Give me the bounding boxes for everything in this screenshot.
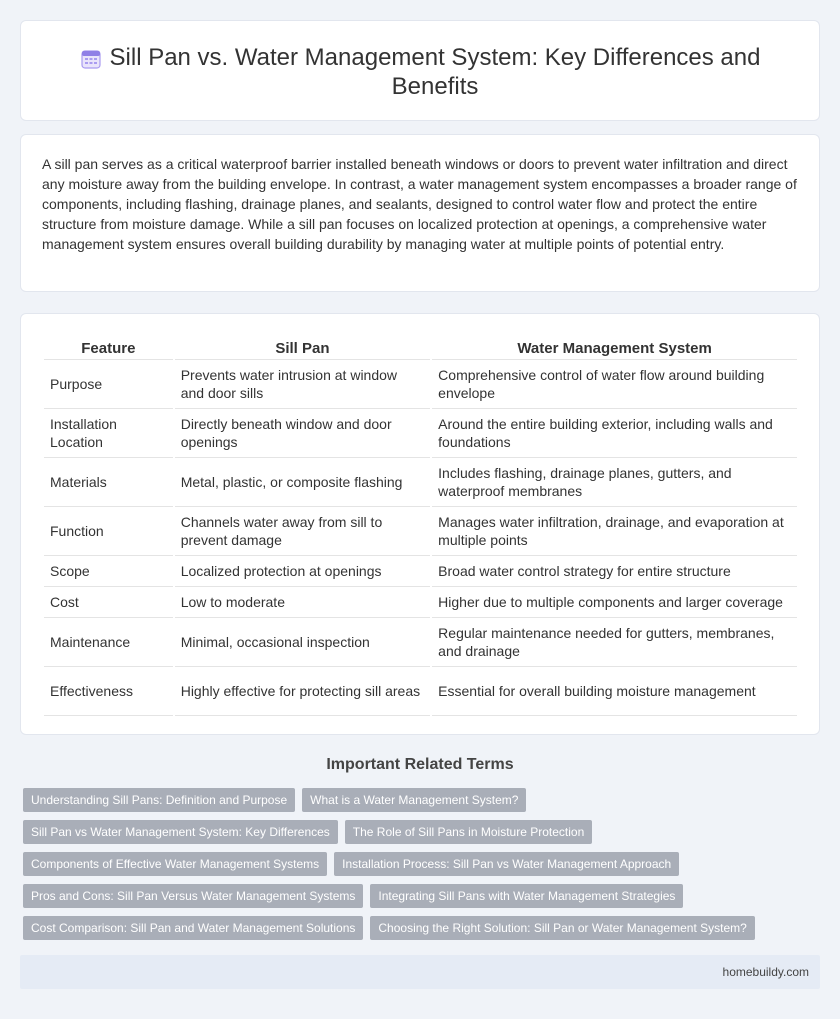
related-term-link[interactable]: Sill Pan vs Water Management System: Key Differences [23,820,338,844]
related-term-link[interactable]: Pros and Cons: Sill Pan Versus Water Management Systems [23,884,363,908]
table-cell: Materials [44,458,173,507]
intro-paragraph: A sill pan serves as a critical waterproof barrier installed beneath windows or doors to prevent water infiltration and direct any moisture away from the building envelope. In contrast, a water management system encompasses a broader range of components, including flashing, drainage planes, and sealants, designed to control water flow and protect the entire structure from moisture damage. While a sill pan focuses on localized protection at openings, a comprehensive water management system ensures overall building durability by managing water at multiple points of potential entry. [42,156,797,252]
table-cell: Regular maintenance needed for gutters, membranes, and drainage [432,618,797,667]
table-cell: Metal, plastic, or composite flashing [175,458,430,507]
table-cell: Higher due to multiple components and larger coverage [432,587,797,618]
footer-site-link[interactable]: homebuildy.com [722,965,809,979]
related-term-link[interactable]: Cost Comparison: Sill Pan and Water Management Solutions [23,916,363,940]
page-title: Sill Pan vs. Water Management System: Key Differences and Benefits [109,44,761,100]
table-row [44,360,797,409]
header-card [20,20,820,121]
column-header: Feature [44,334,173,360]
table-cell: Function [44,507,173,556]
table-cell: Purpose [44,360,173,409]
intro-card [20,134,820,292]
related-term-link[interactable]: Choosing the Right Solution: Sill Pan or Water Management System? [370,916,754,940]
table-cell: Directly beneath window and door openings [175,409,430,458]
related-term-link[interactable]: Installation Process: Sill Pan vs Water Management Approach [334,852,679,876]
table-cell: Installation Location [44,409,173,458]
table-cell: Maintenance [44,618,173,667]
table-row [44,556,797,587]
table-header-row [44,334,797,360]
related-term-link[interactable]: Integrating Sill Pans with Water Management Strategies [370,884,683,908]
related-term-link[interactable]: What is a Water Management System? [302,788,526,812]
table-row [44,409,797,458]
table-cell: Localized protection at openings [175,556,430,587]
footer [20,955,820,989]
table-cell: Cost [44,587,173,618]
related-term-link[interactable]: The Role of Sill Pans in Moisture Protection [345,820,592,844]
related-term-link[interactable]: Components of Effective Water Management Systems [23,852,327,876]
comparison-card [20,313,820,735]
related-term-link[interactable]: Understanding Sill Pans: Definition and Purpose [23,788,295,812]
table-row [44,507,797,556]
table-cell: Around the entire building exterior, including walls and foundations [432,409,797,458]
table-cell: Prevents water intrusion at window and door sills [175,360,430,409]
comparison-table [42,334,799,716]
table-cell: Comprehensive control of water flow around building envelope [432,360,797,409]
table-cell: Includes flashing, drainage planes, gutters, and waterproof membranes [432,458,797,507]
table-cell: Broad water control strategy for entire structure [432,556,797,587]
table-cell: Manages water infiltration, drainage, and evaporation at multiple points [432,507,797,556]
table-cell: Scope [44,556,173,587]
table-cell: Essential for overall building moisture management [432,667,797,716]
related-terms-heading: Important Related Terms [326,756,514,773]
table-cell: Highly effective for protecting sill areas [175,667,430,716]
table-row [44,667,797,716]
table-cell: Minimal, occasional inspection [175,618,430,667]
related-terms-list [23,788,803,948]
table-row [44,458,797,507]
table-cell: Low to moderate [175,587,430,618]
table-cell: Channels water away from sill to prevent damage [175,507,430,556]
column-header: Sill Pan [175,334,430,360]
table-row [44,587,797,618]
column-header: Water Management System [432,334,797,360]
table-row [44,618,797,667]
table-cell: Effectiveness [44,667,173,716]
